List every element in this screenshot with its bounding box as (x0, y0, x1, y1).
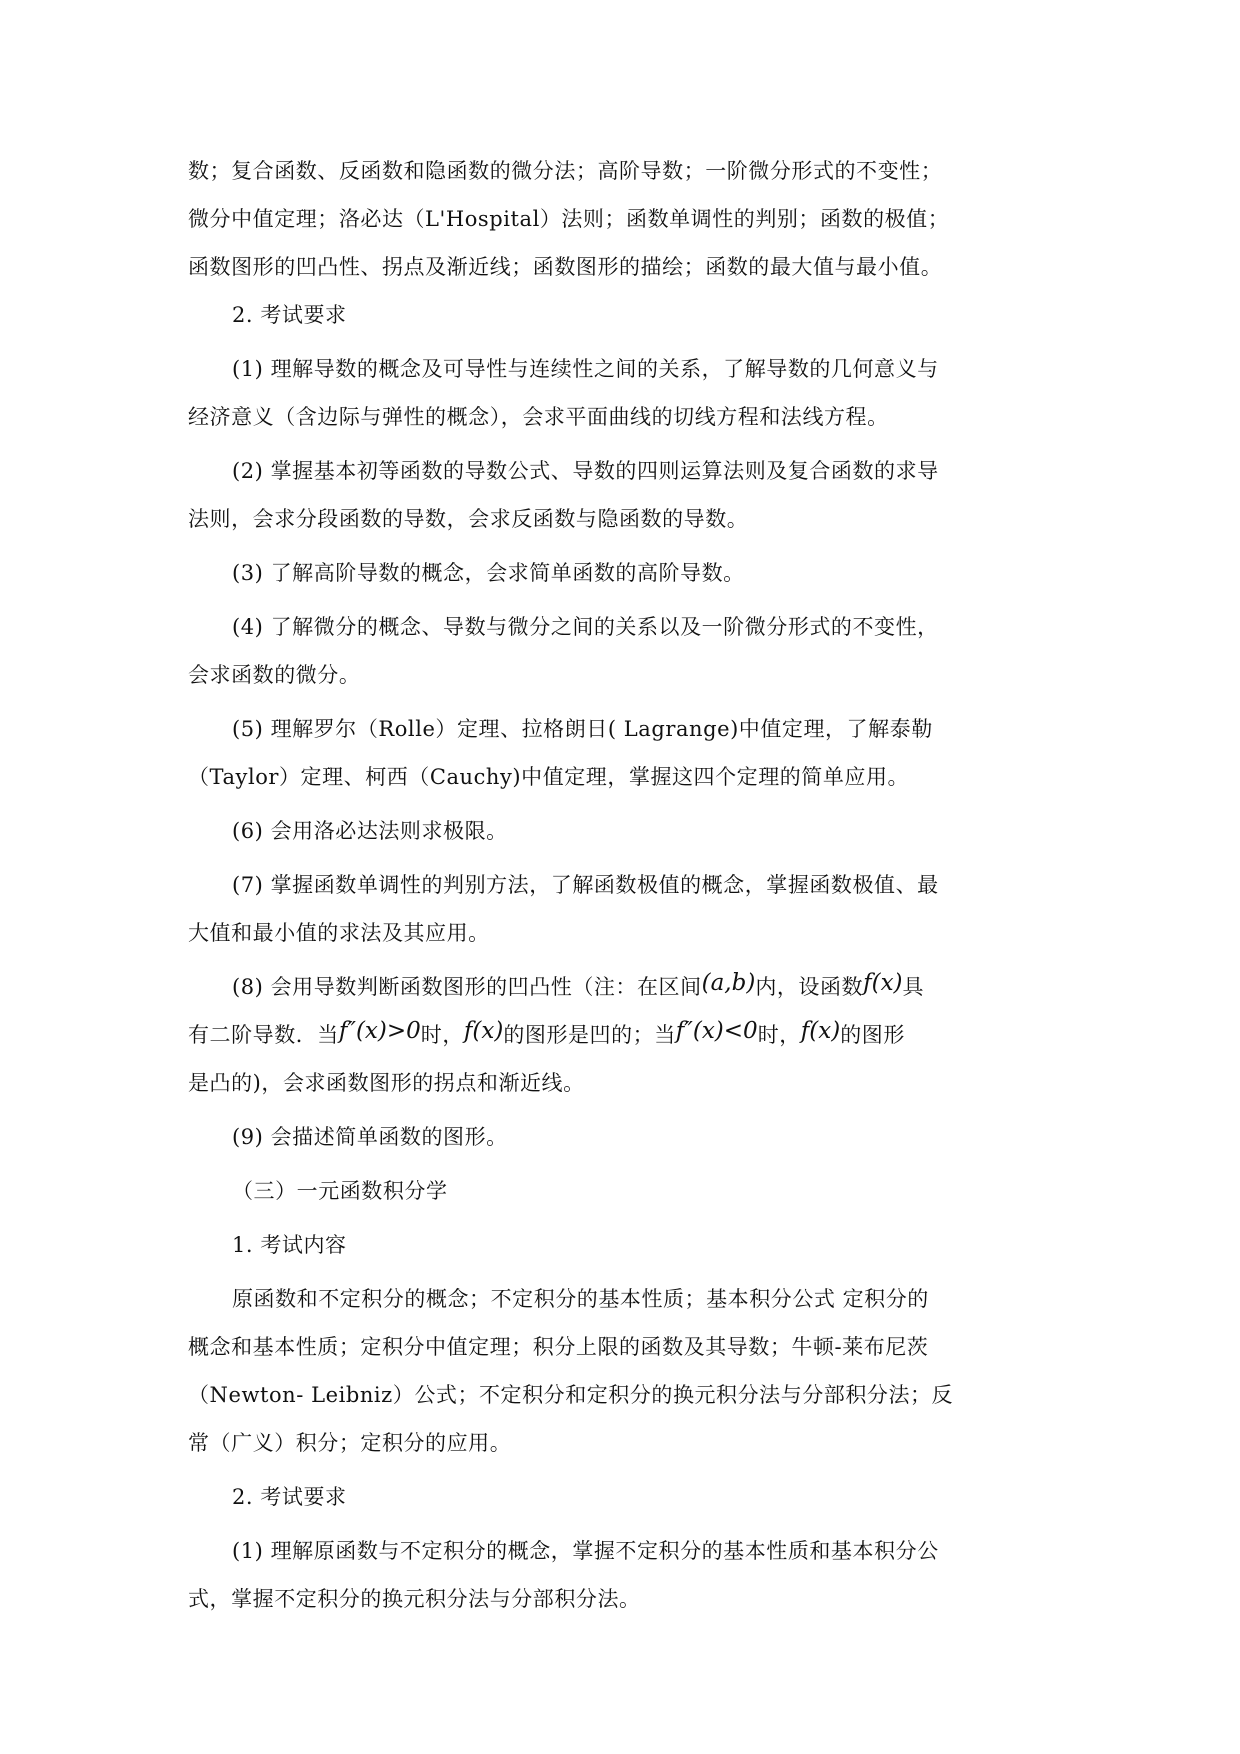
text-run: 内，设函数 (755, 975, 864, 999)
text-line: 会求函数的微分。 (188, 663, 361, 687)
text-run: 有二阶导数．当 (188, 1023, 339, 1047)
text-line: (3) 了解高阶导数的概念，会求简单函数的高阶导数。 (232, 561, 745, 585)
text-line: (5) 理解罗尔（Rolle）定理、拉格朗日( Lagrange)中值定理，了解泰勒 (232, 717, 933, 741)
text-run: (8) 会用导数判断函数图形的凹凸性（注：在区间 (232, 975, 702, 999)
text-line: (9) 会描述简单函数的图形。 (232, 1125, 508, 1149)
text-run: 时， (420, 1023, 464, 1047)
section-heading: 2. 考试要求 (232, 1485, 347, 1509)
text-line: (7) 掌握函数单调性的判别方法，了解函数极值的概念，掌握函数极值、最 (232, 873, 939, 897)
text-line: 经济意义（含边际与弹性的概念），会求平面曲线的切线方程和法线方程。 (188, 405, 889, 429)
text-line: (6) 会用洛必达法则求极限。 (232, 819, 508, 843)
text-line: (2) 掌握基本初等函数的导数公式、导数的四则运算法则及复合函数的求导 (232, 459, 939, 483)
math-function: f(x) (863, 970, 903, 996)
text-line: 数；复合函数、反函数和隐函数的微分法；高阶导数；一阶微分形式的不变性； (188, 159, 943, 183)
text-line: (1) 理解原函数与不定积分的概念，掌握不定积分的基本性质和基本积分公 (232, 1539, 939, 1563)
math-function: f(x) (463, 1018, 504, 1044)
math-interval: (a,b) (701, 970, 756, 996)
math-function: f(x) (800, 1018, 841, 1044)
text-run: 的图形 (840, 1023, 905, 1047)
section-heading: 2. 考试要求 (232, 303, 347, 327)
document-page (188, 147, 1056, 1623)
text-line: 式，掌握不定积分的换元积分法与分部积分法。 (188, 1587, 641, 1611)
math-condition: f″(x)<0 (675, 1018, 758, 1044)
text-line: (4) 了解微分的概念、导数与微分之间的关系以及一阶微分形式的不变性， (232, 615, 939, 639)
math-condition: f″(x)>0 (338, 1018, 421, 1044)
text-line: 原函数和不定积分的概念；不定积分的基本性质；基本积分公式 定积分的 (232, 1287, 929, 1311)
text-line: 常（广义）积分；定积分的应用。 (188, 1431, 512, 1455)
text-line: (1) 理解导数的概念及可导性与连续性之间的关系，了解导数的几何意义与 (232, 357, 939, 381)
text-line: 概念和基本性质；定积分中值定理；积分上限的函数及其导数；牛顿-莱布尼茨 (188, 1335, 929, 1359)
text-line: （Taylor）定理、柯西（Cauchy)中值定理，掌握这四个定理的简单应用。 (188, 765, 910, 789)
text-run: 具 (902, 975, 925, 999)
text-line: （Newton- Leibniz）公式；不定积分和定积分的换元积分法与分部积分法；反 (188, 1383, 954, 1407)
section-heading: （三）一元函数积分学 (232, 1179, 448, 1203)
text-line: 法则，会求分段函数的导数，会求反函数与隐函数的导数。 (188, 507, 749, 531)
text-line: 函数图形的凹凸性、拐点及渐近线；函数图形的描绘；函数的最大值与最小值。 (188, 255, 943, 279)
text-line: 大值和最小值的求法及其应用。 (188, 921, 490, 945)
item8-line-3: 是凸的)，会求函数图形的拐点和渐近线。 (188, 1071, 585, 1095)
text-run: 的图形是凹的；当 (503, 1023, 676, 1047)
text-run: 时， (757, 1023, 801, 1047)
section-heading: 1. 考试内容 (232, 1233, 347, 1257)
text-line: 微分中值定理；洛必达（L'Hospital）法则；函数单调性的判别；函数的极值； (188, 207, 950, 231)
item8-line-1 (188, 963, 1056, 1011)
item8-line-2 (188, 1011, 1056, 1059)
